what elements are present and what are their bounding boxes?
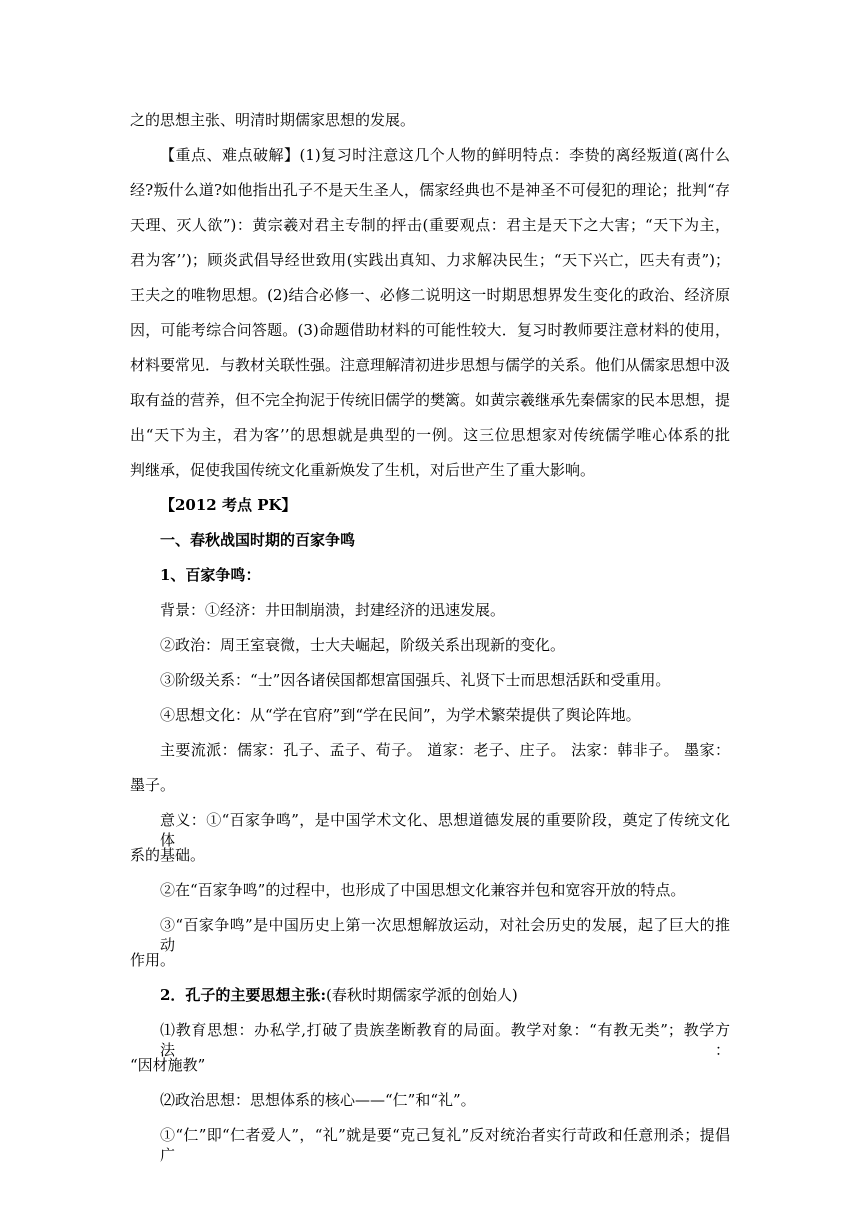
heading-note: (春秋时期儒家学派的创始人) bbox=[325, 986, 518, 1004]
text-line: ⑵政治思想：思想体系的核心——“仁”和“礼”。 bbox=[160, 1091, 476, 1109]
section-heading: 【2012 考点 PK】 bbox=[160, 496, 297, 514]
text-line: 墨子。 bbox=[130, 776, 176, 794]
text-line: ②在“百家争鸣”的过程中，也形成了中国思想文化兼容并包和宽容开放的特点。 bbox=[160, 881, 686, 899]
text-line: 王夫之的唯物思想。(2)结合必修一、必修二说明这一时期思想界发生变化的政治、经济原 bbox=[130, 286, 730, 304]
text-line: 材料要常见．与教材关联性强。注意理解清初进步思想与儒学的关系。他们从儒家思想中汲 bbox=[130, 356, 731, 374]
text-line: “因材施教” bbox=[130, 1056, 206, 1074]
text-line: 之的思想主张、明清时期儒家思想的发展。 bbox=[130, 111, 416, 129]
text-line: 因，可能考综合问答题。(3)命题借助材料的可能性较大．复习时教师要注意材料的使用， bbox=[130, 321, 730, 339]
text-line: ①“仁”即“仁者爱人”，“礼”就是要“克己复礼”反对统治者实行苛政和任意刑杀；提倡广 bbox=[160, 1126, 730, 1164]
text-line: 君为客’’)；顾炎武倡导经世致用(实践出真知、力求解决民生；“天下兴亡，匹夫有责”)； bbox=[130, 251, 730, 269]
text-line: 天理、灭人欲”)：黄宗羲对君主专制的抨击(重要观点：君主是天下之大害；“天下为主， bbox=[130, 216, 730, 234]
text-line: ④思想文化：从“学在官府”到“学在民间”，为学术繁荣提供了舆论阵地。 bbox=[160, 706, 641, 724]
text-line: ③“百家争鸣”是中国历史上第一次思想解放运动，对社会历史的发展，起了巨大的推动 bbox=[160, 916, 730, 954]
text-line: 系的基础。 bbox=[130, 846, 206, 864]
text-line: 意义：①“百家争鸣”，是中国学术文化、思想道德发展的重要阶段，奠定了传统文化体 bbox=[160, 811, 730, 849]
text-line: 出“天下为主，君为客’’的思想就是典型的一例。这三位思想家对传统儒学唯心体系的批 bbox=[130, 426, 730, 444]
heading-bold-part: 2．孔子的主要思想主张: bbox=[160, 986, 326, 1004]
subsection-heading: 1、百家争鸣： bbox=[160, 566, 261, 584]
text-line: 取有益的营养，但不完全拘泥于传统旧儒学的樊篱。如黄宗羲继承先秦儒家的民本思想，提 bbox=[130, 391, 731, 409]
text-line: 主要流派：儒家：孔子、孟子、荀子。 道家：老子、庄子。 法家：韩非子。 墨家： bbox=[160, 741, 730, 759]
text-line: 判继承，促使我国传统文化重新焕发了生机，对后世产生了重大影响。 bbox=[130, 461, 596, 479]
text-line: ②政治：周王室衰微，士大夫崛起，阶级关系出现新的变化。 bbox=[160, 636, 566, 654]
text-line: 作用。 bbox=[130, 951, 176, 969]
text-line: ③阶级关系：“士”因各诸侯国都想富国强兵、礼贤下士而思想活跃和受重用。 bbox=[160, 671, 671, 689]
text-line: ⑴教育思想：办私学,打破了贵族垄断教育的局面。教学对象：“有教无类”；教学方法： bbox=[160, 1021, 730, 1059]
subsection-heading bbox=[160, 985, 730, 1005]
text-line: 【重点、难点破解】(1)复习时注意这几个人物的鲜明特点：李贽的离经叛道(离什么 bbox=[160, 146, 730, 164]
text-line: 经?叛什么道?如他指出孔子不是天生圣人，儒家经典也不是神圣不可侵犯的理论；批判“存 bbox=[130, 181, 730, 199]
text-line: 背景：①经济：井田制崩溃，封建经济的迅速发展。 bbox=[160, 601, 506, 619]
section-heading: 一、春秋战国时期的百家争鸣 bbox=[160, 531, 356, 549]
